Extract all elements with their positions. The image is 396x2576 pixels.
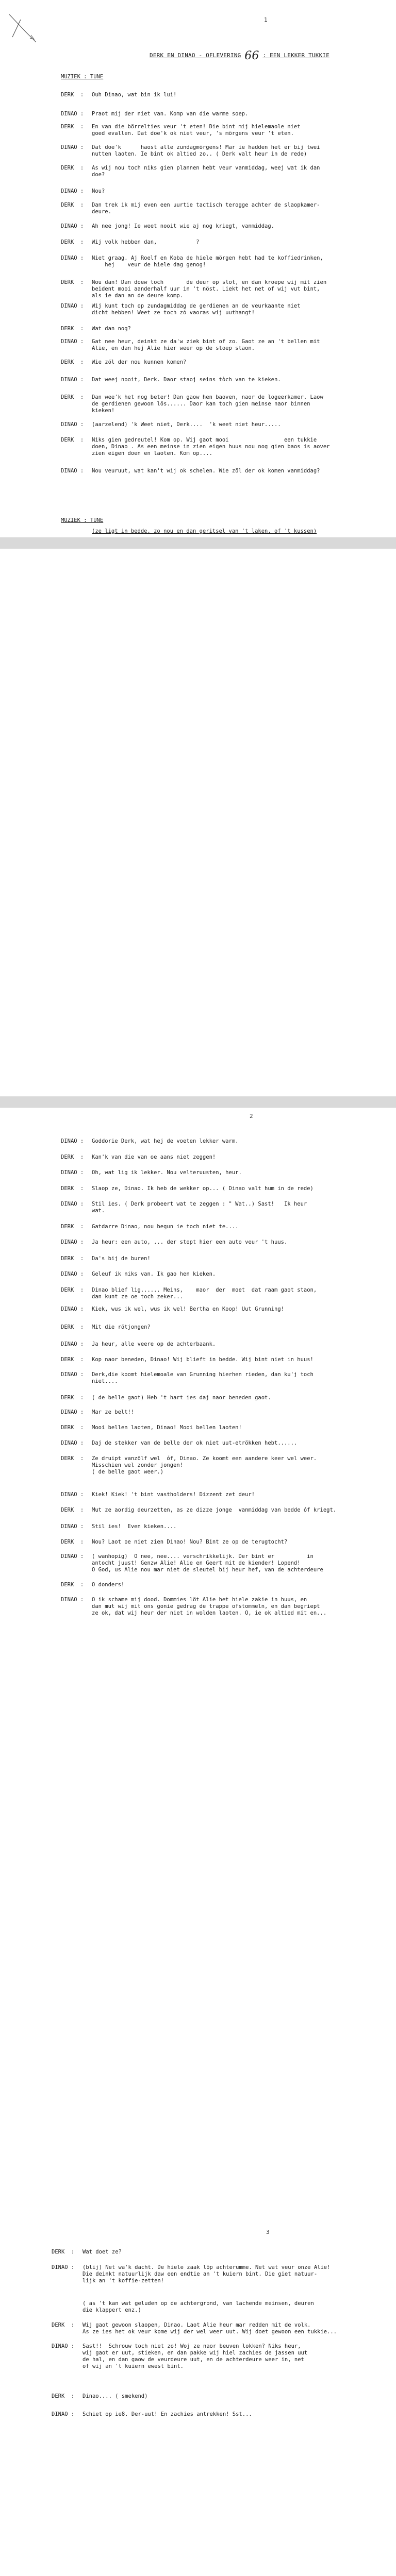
- dialogue-text: Ja heur: een auto, ... der stopt hier een auto veur 't huus.: [92, 1239, 288, 1245]
- dialogue-text: Nou?: [92, 188, 105, 194]
- dialogue-text: Kop naor beneden, Dinao! Wij blieft in bedde. Wij bint niet in huus!: [92, 1357, 314, 1363]
- speaker-name: DERK :: [61, 359, 84, 365]
- dialogue-line: [52, 2343, 382, 2370]
- speaker-name: DERK :: [61, 1185, 84, 1192]
- speaker-name: DINAO :: [61, 111, 84, 117]
- speaker-name: DERK :: [61, 1455, 84, 1462]
- dialogue-text: Dan trek ik mij even een uurtie tactisch terogge achter de slaopkamer- deure.: [92, 202, 320, 215]
- episode-number: 66: [244, 49, 259, 62]
- dialogue-text: O donders!: [92, 1582, 125, 1588]
- speaker-name: DINAO :: [61, 144, 84, 150]
- dialogue-line: [61, 92, 391, 98]
- dialogue-text: Wat doet ze?: [82, 2249, 122, 2255]
- dialogue-text: Kiek! Kiek! 't bint vastholders! Dizzent zet deur!: [92, 1492, 255, 1498]
- dialogue-line: [61, 239, 391, 246]
- speaker-name: DERK :: [61, 1224, 84, 1230]
- dialogue-line: [61, 255, 391, 268]
- dialogue-text: Dat weej nooit, Derk. Daor staoj seins tòch van te kieken.: [92, 377, 281, 383]
- speaker-name: DERK :: [61, 124, 84, 130]
- dialogue-line: [61, 326, 391, 332]
- speaker-name: DINAO :: [61, 1597, 84, 1603]
- speaker-name: DINAO :: [61, 255, 84, 261]
- dialogue-text: ( wanhopig) O nee, nee.... verschrikkelijk. Der bint er in antocht juust! Genzw Alie! Alie en Geert mit de kiender! Lopend! O God, us Alie nou mar niet de sleutel bij heur hef, van de achterdeure: [92, 1553, 323, 1573]
- dialogue-text: Gat nee heur, deinkt ze da'w ziek bint of zo. Gaot ze an 't bellen mit Alie, en dan hej Alie hier weer op de stoep staon.: [92, 338, 320, 351]
- speaker-name: DINAO :: [61, 1271, 84, 1277]
- page-number: 2: [250, 1113, 253, 1120]
- speaker-name: DINAO :: [52, 2411, 75, 2417]
- dialogue-line: [52, 2249, 382, 2256]
- dialogue-line: [61, 202, 391, 215]
- dialogue-line: [61, 144, 391, 158]
- dialogue-line: [61, 124, 391, 137]
- dialogue-text: Nou veuruut, wat kan't wij ok schelen. Wie zöl der ok komen vanmiddag?: [92, 468, 320, 474]
- dialogue-text: Ja heur, alle veere op de achterbaank.: [92, 1341, 216, 1347]
- dialogue-text: Stil ies. ( Derk probeert wat te zeggen : " Wat..) Sast! Ik heur wat.: [92, 1201, 307, 1214]
- speaker-name: DERK :: [61, 394, 84, 400]
- dialogue-line: [61, 377, 391, 383]
- dialogue-text: Dinao.... ( smekend): [82, 2393, 148, 2399]
- music-cue: MUZIEK : TUNE: [61, 74, 104, 80]
- dialogue-text: Wij gaot gewoon slaopen, Dinao. Laot Alie heur mar redden mit de volk. As ze ies het ok veur kome wij der wel weer uut. Wij doet gewoon een tukkie...: [82, 2322, 337, 2335]
- dialogue-text: Ze druipt vanzölf wel óf, Dinao. Ze koomt een aandere keer wel weer. Misschien wel zonder jongen! ( de belle gaot weer.): [92, 1455, 317, 1475]
- dialogue-line: [61, 468, 391, 474]
- dialogue-text: Geleuf ik niks van. Ik gao hen kieken.: [92, 1271, 216, 1277]
- speaker-name: DINAO :: [61, 1306, 84, 1312]
- page-number: 1: [264, 16, 268, 23]
- speaker-name: DINAO :: [61, 1409, 84, 1415]
- speaker-name: DERK :: [61, 1287, 84, 1293]
- dialogue-text: Dat doe'k haost alle zundagmörgens! Mar ie hadden het er bij twei nutten laoten. Ie bint ok altied zo.. ( Derk valt heur in de rede): [92, 144, 320, 157]
- dialogue-text: ( de belle gaot) Heb 't hart ies daj naor beneden gaot.: [92, 1395, 271, 1401]
- speaker-name: DINAO :: [61, 1201, 84, 1207]
- stage-direction: (ze ligt in bedde, zo nou en dan geritsel van 't laken, of 't kussen): [92, 528, 317, 534]
- speaker-name: DERK :: [61, 165, 84, 171]
- dialogue-text: Schiet op ie8. Der-uut! En zachies antrekken! Sst...: [82, 2411, 252, 2417]
- dialogue-text: ( as 't kan wat geluden op de achtergrond, van lachende meinsen, deuren die klappert enz.): [82, 2300, 314, 2313]
- speaker-name: DINAO :: [61, 1341, 84, 1347]
- speaker-name: DINAO :: [61, 338, 84, 345]
- dialogue-text: Mit die rötjongen?: [92, 1324, 151, 1330]
- dialogue-line: [52, 2264, 382, 2284]
- dialogue-line: [52, 2322, 382, 2335]
- speaker-name: DERK :: [52, 2249, 75, 2255]
- speaker-name: DERK :: [61, 437, 84, 443]
- dialogue-line: [61, 359, 391, 366]
- speaker-name: DERK :: [61, 1324, 84, 1330]
- speaker-name: DERK :: [61, 1582, 84, 1588]
- dialogue-text: Goddorie Derk, wat hej de voeten lekker warm.: [92, 1138, 239, 1144]
- dialogue-text: Ouh Dinao, wat bin ik lui!: [92, 92, 177, 98]
- speaker-name: DINAO :: [61, 1440, 84, 1446]
- dialogue-line: [52, 2393, 382, 2400]
- dialogue-line: [61, 111, 391, 117]
- speaker-name: DINAO :: [61, 1239, 84, 1245]
- dialogue-text: (aarzelend) 'k Weet niet, Derk.... 'k weet niet heur.....: [92, 421, 281, 428]
- dialogue-text: Slaop ze, Dinao. Ik heb de wekker op... ( Dinao valt hum in de rede): [92, 1185, 314, 1192]
- script-page-3: [0, 1108, 396, 2417]
- dialogue-text: Mut ze aordig deurzetten, as ze dizze jonge vanmiddag van bedde óf kriegt.: [92, 1507, 337, 1513]
- speaker-name: DINAO :: [61, 377, 84, 383]
- page-number: 3: [266, 2229, 270, 2235]
- dialogue-text: Oh, wat lig ik lekker. Nou velteruusten, heur.: [92, 1170, 242, 1176]
- dialogue-text: Gatdarre Dinao, nou begun ie toch niet te....: [92, 1224, 239, 1230]
- speaker-name: DERK :: [52, 2393, 75, 2399]
- dialogue-text: En van die börrelties veur 't eten! Die bint mij hielemaole niet goed evallen. Dat doe'k ok niet veur, 's mörgens veur 't eten.: [92, 124, 301, 137]
- dialogue-text: Wie zöl der nou kunnen komen?: [92, 359, 187, 365]
- speaker-name: DINAO :: [61, 1170, 84, 1176]
- dialogue-text: Da's bij de buren!: [92, 1256, 151, 1262]
- corner-scribble-icon: [5, 10, 41, 46]
- speaker-name: DERK :: [61, 239, 84, 245]
- script-page-2: [0, 549, 396, 1616]
- dialogue-text: Niet graag. Aj Roelf en Koba de hiele mörgen hebt had te koffiedrinken, hej veur de hiele dag genog!: [92, 255, 323, 268]
- dialogue-line: [61, 188, 391, 195]
- speaker-name: DINAO :: [52, 2264, 75, 2270]
- dialogue-text: Derk,die koomt hielemoale van Grunning hierhen rieden, dan ku'j toch niet....: [92, 1371, 314, 1384]
- music-cue: MUZIEK : TUNE: [61, 517, 104, 523]
- dialogue-line: [52, 2300, 382, 2314]
- dialogue-text: Ah nee jong! Ie weet nooit wie aj nog kriegt, vanmiddag.: [92, 223, 275, 229]
- dialogue-text: Wij volk hebben dan, ?: [92, 239, 200, 245]
- speaker-name: DERK :: [61, 1539, 84, 1545]
- speaker-name: DINAO :: [61, 1371, 84, 1378]
- speaker-name: DERK :: [61, 1357, 84, 1363]
- dialogue-text: Stil ies! Even kieken....: [92, 1523, 177, 1530]
- dialogue-line: [61, 437, 391, 457]
- speaker-name: DINAO :: [61, 468, 84, 474]
- title-suffix: : EEN LEKKER TUKKIE: [262, 52, 330, 59]
- dialogue-line: [61, 303, 391, 316]
- dialogue-text: Dan wee'k het nog beter! Dan gaow hen baoven, naor de logeerkamer. Laow de gerdienen gewoon lös...... Daor kan toch gien meinse naor binnen kieken!: [92, 394, 323, 414]
- speaker-name: DERK :: [61, 92, 84, 98]
- speaker-name: DINAO :: [61, 303, 84, 309]
- script-page-1: [0, 0, 396, 549]
- speaker-name: DINAO :: [61, 1492, 84, 1498]
- dialogue-line: [61, 394, 391, 414]
- dialogue-text: Mooi bellen laoten, Dinao! Mooi bellen laoten!: [92, 1425, 242, 1431]
- dialogue-text: Kan'k van die van oe aans niet zeggen!: [92, 1154, 216, 1160]
- speaker-name: DINAO :: [61, 1523, 84, 1530]
- speaker-name: DINAO :: [52, 2343, 75, 2349]
- dialogue-line: [61, 165, 391, 178]
- title-prefix: DERK EN DINAO - OFLEVERING: [150, 52, 241, 59]
- speaker-name: DERK :: [61, 326, 84, 332]
- speaker-name: DERK :: [52, 2322, 75, 2328]
- speaker-name: DINAO :: [61, 188, 84, 194]
- dialogue-text: Daj de stekker van de belle der ok niet uut-etrökken hebt......: [92, 1440, 298, 1446]
- page-separator: [0, 1096, 396, 1108]
- dialogue-text: As wij nou toch niks gien plannen hebt veur vanmiddag, weej wat ik dan doe?: [92, 165, 320, 178]
- dialogue-text: Niks gien gedreutel! Kom op. Wij gaot mooi een tukkie doen, Dinao . As een meinse in zien eigen huus nou nog gien baos is aover zien eigen doen en laoten. Kom op....: [92, 437, 330, 456]
- speaker-name: DERK :: [61, 279, 84, 285]
- speaker-name: DINAO :: [61, 223, 84, 229]
- speaker-name: DINAO :: [61, 421, 84, 428]
- dialogue-text: (blij) Net wa'k dacht. De hiele zaak löp achterumme. Net wat veur onze Alie! Die deinkt natuurlijk daw een endtie an 't kuiern bint. Die giet natuur- lijk an 't koffie-zetten!: [82, 2264, 331, 2284]
- episode-title: [150, 47, 329, 60]
- dialogue-line: [52, 2411, 382, 2418]
- speaker-name: DERK :: [61, 1507, 84, 1513]
- dialogue-text: Sast!! Schrouw toch niet zo! Woj ze naor beuven lokken? Niks heur, wij gaot er uut, stieken, en dan pakke wij hiel zachies de jassen uut de hal, en dan gaow de veurdeure uut, en de achterdeure weer in, net of wij an 't kuiern ewest bint.: [82, 2343, 308, 2369]
- speaker-name: DERK :: [61, 1425, 84, 1431]
- speaker-name: DERK :: [61, 1395, 84, 1401]
- speaker-name: DERK :: [61, 202, 84, 208]
- dialogue-line: [61, 421, 391, 428]
- dialogue-text: Nou dan! Dan doew toch de deur op slot, en dan kroepe wij mit zien beident mooi aanderhalf uur in 't nöst. Liekt het net of wij vut bint, als ie dan an de deure komp.: [92, 279, 327, 299]
- dialogue-text: Nou? Laot oe niet zien Dinao! Nou? Bint ze op de terugtocht?: [92, 1539, 288, 1545]
- page-separator: [0, 537, 396, 549]
- dialogue-text: Wat dan nog?: [92, 326, 131, 332]
- speaker-name: DERK :: [61, 1154, 84, 1160]
- speaker-name: DINAO :: [61, 1138, 84, 1144]
- dialogue-text: Kiek, wus ik wel, wus ik wel! Bertha en Koop! Uut Grunning!: [92, 1306, 284, 1312]
- dialogue-line: [61, 338, 391, 352]
- dialogue-text: O ik schame mij dood. Dommies löt Alie het hiele zakie in huus, en dan mut wij mit ons gonie gedrag de trappe ofstommeln, en dan begriept ze ok, dat wij heur der niet in wolden laoten. O, ie ok altied mit en...: [92, 1597, 327, 1616]
- dialogue-text: Praot mij der niet van. Komp van die warme soep.: [92, 111, 249, 117]
- speaker-name: DERK :: [61, 1256, 84, 1262]
- dialogue-line: [61, 223, 391, 230]
- dialogue-text: Dinao blief lig...... Meins, maor der moet dat raam gaot staon, dan kunt ze oe toch zeker...: [92, 1287, 317, 1300]
- dialogue-line: [61, 279, 391, 299]
- dialogue-text: Wij kunt toch op zundagmiddag de gerdienen an de veurkaante niet dicht hebben! Weet ze toch zó vaoras wij uuthangt!: [92, 303, 301, 316]
- speaker-name: DINAO :: [61, 1553, 84, 1560]
- dialogue-text: Mar ze belt!!: [92, 1409, 135, 1415]
